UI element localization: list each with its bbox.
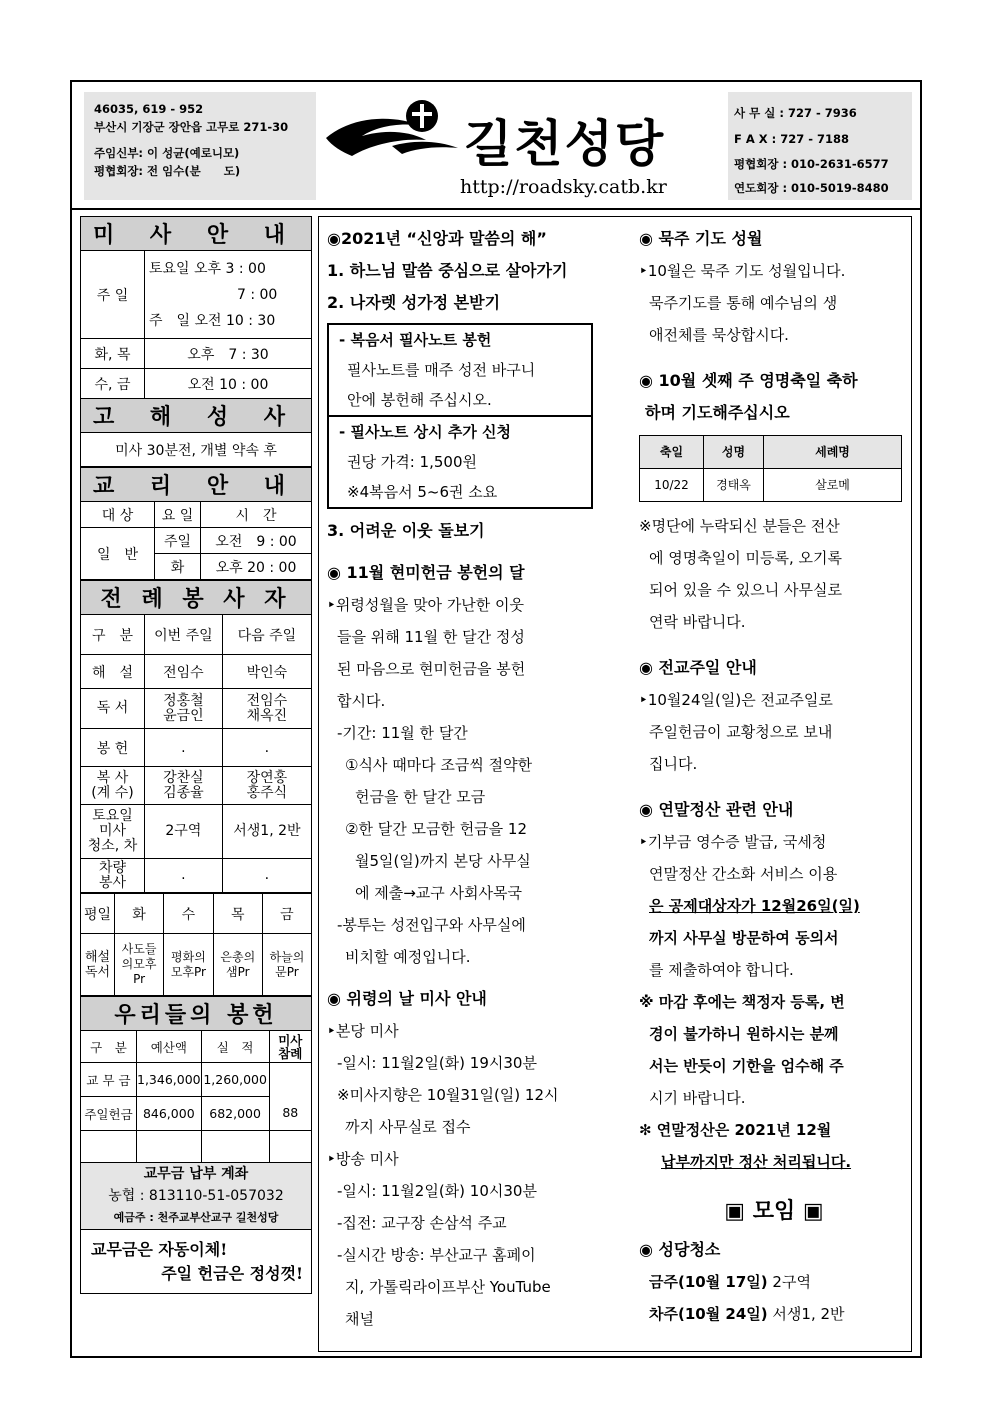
- clean-this-week: [639, 1266, 909, 1298]
- server-label: 해 설: [81, 655, 145, 689]
- soul-line: -실시간 방송: 부산교구 홈페이: [337, 1246, 536, 1264]
- server-next: 서생1, 2반: [222, 805, 311, 859]
- rosary-line: 애전체를 묵상합시다.: [649, 326, 789, 344]
- soul-line: -일시: 11월2일(화) 10시30분: [337, 1182, 537, 1200]
- server-cur: 전임수: [145, 655, 223, 689]
- tax-line: ✻ 연말정산은 2021년 12월: [639, 1121, 832, 1139]
- clean-title: ◉ 성당청소: [639, 1240, 721, 1259]
- servers-table: [80, 580, 312, 893]
- server-label: 차량 봉사: [81, 859, 145, 893]
- feast-title-1: ◉ 10월 셋째 주 영명축일 축하: [639, 371, 858, 390]
- sunday-line-2: 7 : 00: [237, 286, 278, 303]
- servers-h3: 다음 주일: [222, 615, 311, 655]
- doctrine-target: 일 반: [81, 528, 155, 580]
- parish-title: 길천성당: [464, 115, 666, 173]
- soul-title: ◉ 위령의 날 미사 안내: [327, 989, 487, 1008]
- header: [72, 82, 920, 210]
- goal-3: 3. 어려운 이웃 돌보기: [327, 521, 485, 540]
- doctrine-h3: 시 간: [201, 502, 312, 528]
- tuethu-label: 화, 목: [81, 339, 145, 369]
- offering-h3: 실 적: [201, 1031, 269, 1063]
- rice-line: ②한 달간 모금한 헌금을 12: [345, 820, 528, 838]
- box2-line: 권당 가격: 1,500원: [347, 453, 477, 471]
- contact-box: [728, 92, 912, 200]
- server-cur: .: [145, 729, 223, 767]
- tax-line: 경이 불가하니 원하시는 분께: [649, 1025, 839, 1043]
- rice-line: 비치할 예정입니다.: [345, 948, 471, 966]
- feast-baptism: 살로메: [764, 469, 902, 502]
- rosary-line: ‣10월은 묵주 기도 성월입니다.: [639, 262, 846, 280]
- offering-title: 우리들의 봉헌: [81, 997, 312, 1031]
- box2-title: - 필사노트 상시 추가 신청: [329, 415, 591, 447]
- server-label: 복 사 (계 수): [81, 767, 145, 805]
- goal-1: 1. 하느님 말씀 중심으로 살아가기: [327, 261, 568, 280]
- mission-title: ◉ 전교주일 안내: [639, 658, 757, 677]
- soul-line: 까지 사무실로 접수: [345, 1118, 471, 1136]
- feast-line: 에 영명축일이 미등록, 오기록: [649, 549, 842, 567]
- soul-line: -일시: 11월2일(화) 19시30분: [337, 1054, 537, 1072]
- weekday-tue: 사도들 의모후 Pr: [115, 934, 164, 996]
- weekday-thu: 은총의 샘Pr: [213, 934, 262, 996]
- soul-line: -집전: 교구장 손삼석 주교: [337, 1214, 507, 1232]
- weekday-h3: 목: [213, 894, 262, 934]
- server-label: 봉 헌: [81, 729, 145, 767]
- feast-line: 연락 바랍니다.: [649, 613, 746, 631]
- tax-line: ‣기부금 영수증 발급, 국세청: [639, 833, 827, 851]
- doctrine-h1: 대 상: [81, 502, 155, 528]
- account-holder: 예금주 : 천주교부산교구 길천성당: [113, 1211, 279, 1224]
- box2-line: ※4복음서 5~6권 소요: [347, 483, 498, 501]
- doctrine-r2-day: 화: [155, 554, 201, 580]
- left-column: [80, 216, 312, 1352]
- rice-line: 합시다.: [337, 692, 386, 710]
- feast-h2: 성명: [704, 436, 764, 469]
- offering-attendance: 88: [269, 1063, 311, 1131]
- column-1: [327, 223, 607, 1335]
- offering-r1-budget: 1,346,000: [137, 1063, 202, 1097]
- box1-line: 필사노트를 매주 성전 바구니: [347, 361, 536, 379]
- offering-r2-label: 주일헌금: [81, 1097, 137, 1131]
- weekday-wed: 평화의 모후Pr: [164, 934, 214, 996]
- feast-line: ※명단에 누락되신 분들은 전산: [639, 517, 840, 535]
- clean-next-week: [639, 1298, 909, 1330]
- weekday-label: 해설 독서: [81, 934, 115, 996]
- feast-title-2: 하며 기도해주십시오: [645, 403, 790, 422]
- feast-table: [639, 435, 902, 502]
- fax: F A X : 727 - 7188: [734, 132, 850, 146]
- feast-date: 10/22: [640, 469, 704, 502]
- notebook-box: [327, 323, 593, 509]
- rosary-line: 묵주기도를 통해 예수님의 생: [649, 294, 838, 312]
- feast-h3: 세례명: [764, 436, 902, 469]
- parish-logo-icon: [322, 96, 462, 166]
- clean-this-label: 금주(10월 17일): [649, 1273, 768, 1291]
- account-title: 교무금 납부 계좌: [143, 1166, 249, 1182]
- council-phone: 평협회장 : 010-2631-6577: [734, 157, 889, 171]
- rice-line: -기간: 11월 한 달간: [337, 724, 468, 742]
- doctrine-r2-time: 오후 20 : 00: [201, 554, 312, 580]
- weekday-fri: 하늘의 문Pr: [262, 934, 311, 996]
- server-cur: 강찬실 김종율: [145, 767, 223, 805]
- parish-url[interactable]: http://roadsky.catb.kr: [460, 176, 667, 198]
- box1-line: 안에 봉헌해 주십시오.: [347, 391, 492, 409]
- sunday-line-3: 주 일 오전 10 : 30: [149, 312, 276, 329]
- clean-next-value: 서생1, 2반: [767, 1305, 845, 1323]
- zip-line: 46035, 619 - 952: [94, 102, 204, 116]
- box1-title: - 복음서 필사노트 봉헌: [339, 331, 492, 349]
- council-line: 평협회장: 전 임수(분 도): [94, 164, 241, 178]
- weekday-h1: 화: [115, 894, 164, 934]
- tax-line: 연말정산 간소화 서비스 이용: [649, 865, 838, 883]
- soul-line: 지, 가톨릭라이프부산 YouTube: [345, 1278, 551, 1296]
- yeondo-phone: 연도회장 : 010-5019-8480: [734, 181, 889, 195]
- rice-line: ①식사 때마다 조금씩 절약한: [345, 756, 533, 774]
- tax-line: 서는 반듯이 기한을 엄수해 주: [649, 1057, 844, 1075]
- auto-transfer-notice: [81, 1230, 312, 1294]
- mass-title: 미 사 안 내: [81, 217, 312, 251]
- tax-title: ◉ 연말정산 관련 안내: [639, 800, 794, 819]
- tax-line: 를 제출하여야 합니다.: [649, 961, 794, 979]
- soul-line: 채널: [345, 1310, 374, 1328]
- server-cur: .: [145, 859, 223, 893]
- wedfri-label: 수, 금: [81, 369, 145, 399]
- soul-line: ※미사지향은 10월31일(일) 12시: [337, 1086, 559, 1104]
- pastor-line: 주임신부: 이 성균(예로니모): [94, 146, 240, 160]
- clean-this-value: 2구역: [767, 1273, 811, 1291]
- soul-line: ‣방송 미사: [327, 1150, 399, 1168]
- server-next: .: [222, 729, 311, 767]
- offering-r1-label: 교 무 금: [81, 1063, 137, 1097]
- doctrine-h2: 요 일: [155, 502, 201, 528]
- rice-title: ◉ 11월 현미헌금 봉헌의 달: [327, 563, 525, 582]
- tax-line: 시기 바랍니다.: [649, 1089, 746, 1107]
- confession-text: 미사 30분전, 개별 약속 후: [81, 433, 312, 467]
- sunday-line-1: 토요일 오후 3 : 00: [149, 260, 266, 277]
- rice-line: ‣위령성월을 맞아 가난한 이웃: [327, 596, 525, 614]
- rice-line: -봉투는 성전입구와 사무실에: [337, 916, 526, 934]
- sunday-label: 주 일: [81, 251, 145, 339]
- rosary-title: ◉ 묵주 기도 성월: [639, 229, 763, 248]
- weekday-table: [80, 893, 312, 996]
- doctrine-table: [80, 467, 312, 580]
- feast-name: 경태옥: [704, 469, 764, 502]
- weekday-h4: 금: [262, 894, 311, 934]
- doctrine-title: 교 리 안 내: [81, 468, 312, 502]
- main-panel: [318, 216, 912, 1352]
- mission-line: 주일헌금이 교황청으로 보내: [649, 723, 833, 741]
- offering-table: [80, 996, 312, 1294]
- column-2: [639, 223, 909, 1330]
- offering-r1-actual: 1,260,000: [201, 1063, 269, 1097]
- office-phone: 사 무 실 : 727 - 7936: [734, 106, 857, 120]
- offering-h4: 미사 참례: [269, 1031, 311, 1063]
- mission-line: ‣10월24일(일)은 전교주일로: [639, 691, 833, 709]
- server-next: 전임수 채옥진: [222, 689, 311, 729]
- notice-line-2: 주일 헌금은 정성껏!: [161, 1263, 303, 1283]
- weekday-h2: 수: [164, 894, 214, 934]
- offering-r2-actual: 682,000: [201, 1097, 269, 1131]
- server-label: 토요일 미사 청소, 차: [81, 805, 145, 859]
- offering-r2-budget: 846,000: [137, 1097, 202, 1131]
- offering-h2: 예산액: [137, 1031, 202, 1063]
- account-box: [81, 1163, 312, 1230]
- confession-title: 고 해 성 사: [81, 399, 312, 433]
- server-next: 박인숙: [222, 655, 311, 689]
- tax-line: 은 공제대상자가 12월26일(일): [649, 897, 860, 915]
- year-title: ◉2021년 “신앙과 말씀의 해”: [327, 229, 547, 248]
- tax-line: 까지 사무실 방문하여 동의서: [649, 929, 839, 947]
- rice-line: 들을 위해 11월 한 달간 정성: [337, 628, 525, 646]
- goal-2: 2. 나자렛 성가정 본받기: [327, 293, 501, 312]
- street-line: 부산시 기장군 장안읍 고무로 271-30: [94, 120, 289, 134]
- tuethu-time: 오후 7 : 30: [145, 339, 312, 369]
- mission-line: 집니다.: [649, 755, 698, 773]
- rice-line: 에 제출→교구 사회사목국: [355, 884, 523, 902]
- rice-line: 월5일(일)까지 본당 사무실: [355, 852, 531, 870]
- bulletin-frame: [70, 80, 922, 1358]
- tax-line: ※ 마감 후에는 책정자 등록, 변: [639, 993, 845, 1011]
- server-label: 독 서: [81, 689, 145, 729]
- tax-line: 납부까지만 정산 처리됩니다.: [661, 1153, 852, 1171]
- servers-h2: 이번 주일: [145, 615, 223, 655]
- account-number: 농협 : 813110-51-057032: [108, 1188, 284, 1204]
- soul-line: ‣본당 미사: [327, 1022, 399, 1040]
- address-box: [84, 92, 316, 200]
- offering-h1: 구 분: [81, 1031, 137, 1063]
- feast-line: 되어 있을 수 있으니 사무실로: [649, 581, 842, 599]
- servers-title: 전 례 봉 사 자: [81, 581, 312, 615]
- mass-table: [80, 216, 312, 467]
- notice-line-1: 교무금은 자동이체!: [91, 1239, 228, 1259]
- meeting-title: ▣ 모임 ▣: [724, 1199, 824, 1224]
- rice-line: 된 마음으로 현미헌금을 봉헌: [337, 660, 526, 678]
- wedfri-time: 오전 10 : 00: [145, 369, 312, 399]
- feast-h1: 축일: [640, 436, 704, 469]
- server-next: .: [222, 859, 311, 893]
- content-area: [80, 216, 912, 1352]
- rice-line: 헌금을 한 달간 모금: [355, 788, 486, 806]
- servers-h1: 구 분: [81, 615, 145, 655]
- doctrine-r1-time: 오전 9 : 00: [201, 528, 312, 554]
- doctrine-r1-day: 주일: [155, 528, 201, 554]
- weekday-h0: 평일: [81, 894, 115, 934]
- clean-next-label: 차주(10월 24일): [649, 1305, 768, 1323]
- server-cur: 2구역: [145, 805, 223, 859]
- server-cur: 정홍철 윤금인: [145, 689, 223, 729]
- server-next: 장연홍 홍주식: [222, 767, 311, 805]
